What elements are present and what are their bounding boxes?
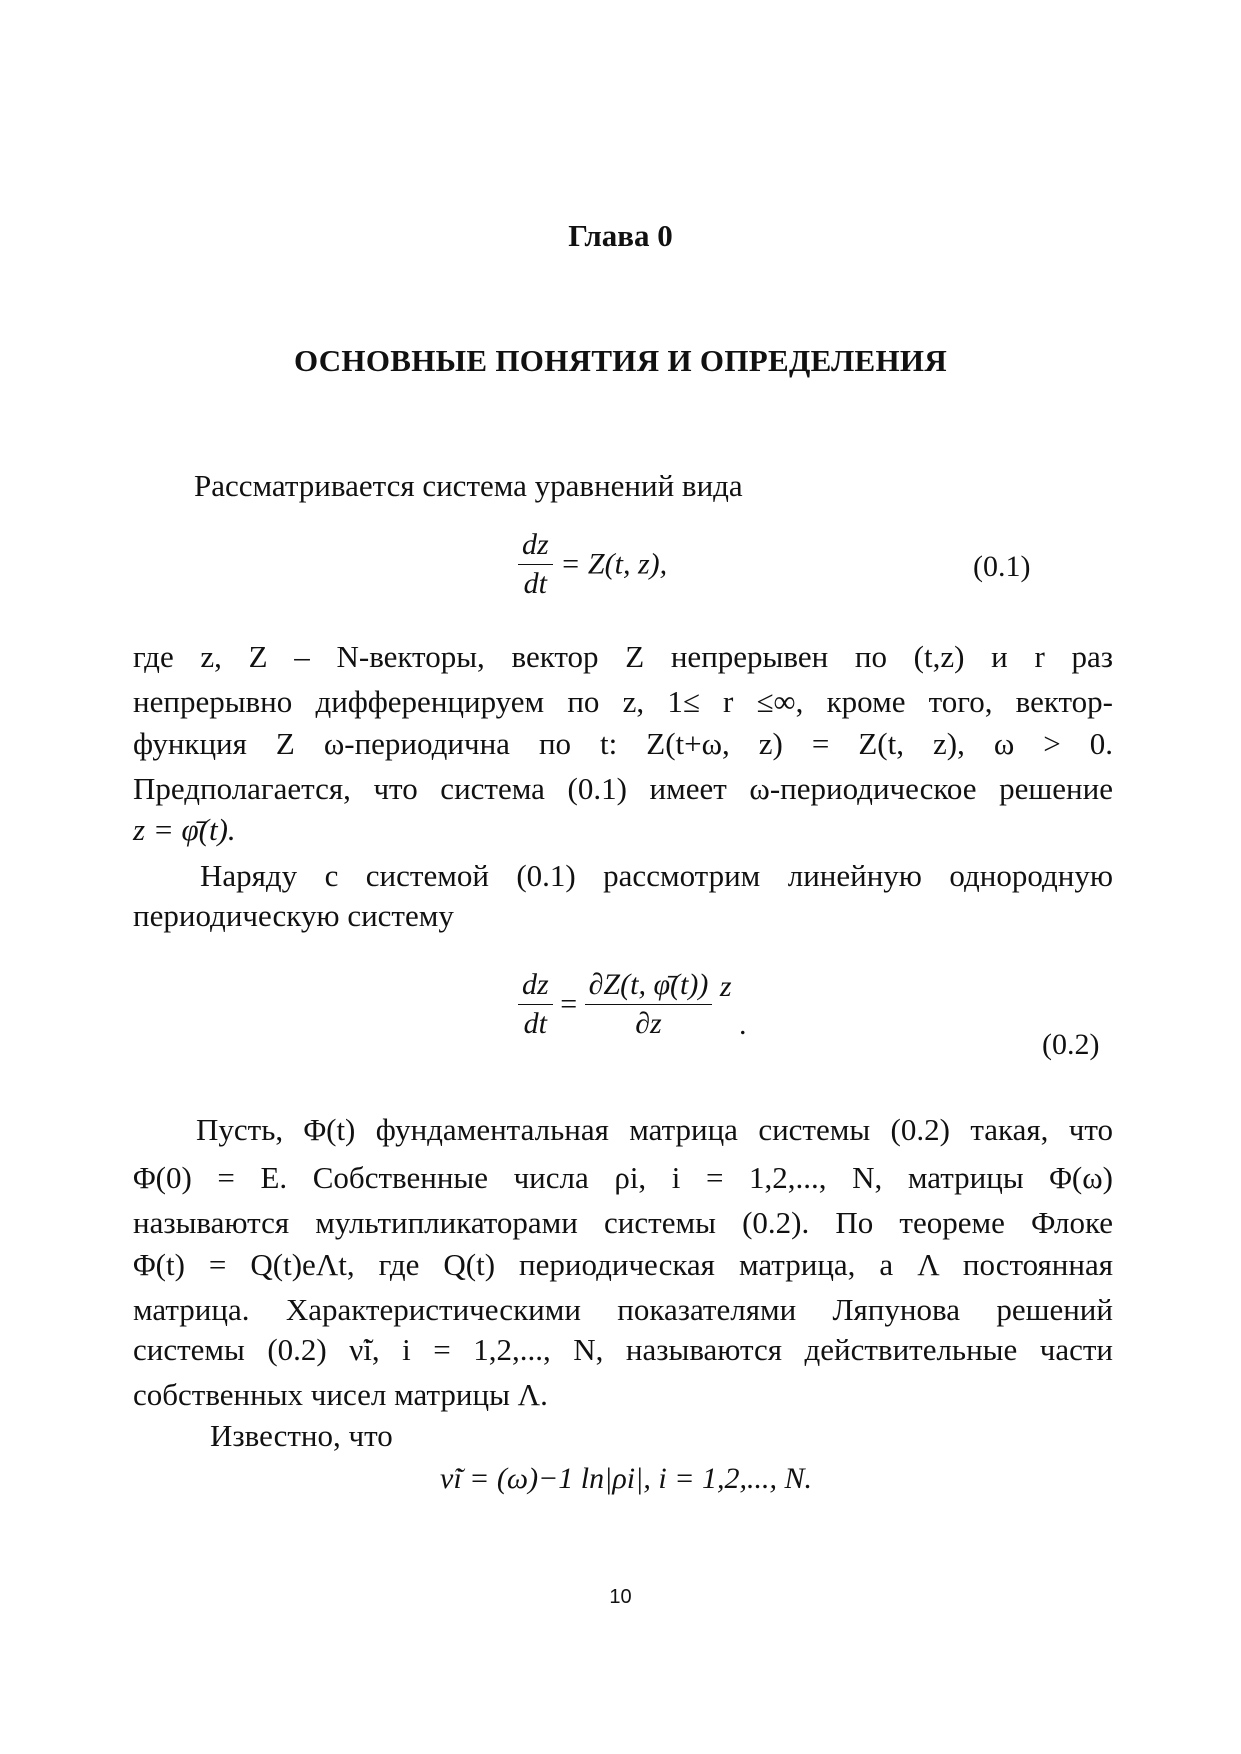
eq1-denominator: dt: [523, 567, 548, 600]
eq2-partial-denominator: ∂z: [635, 1007, 662, 1040]
paragraph-3-line-2: Φ(0) = E. Собственные числа ρi, i = 1,2,..., N, матрицы Φ(ω): [133, 1160, 1113, 1195]
eq2-equals: =: [560, 987, 578, 1021]
paragraph-1-line-1: где z, Z – N-векторы, вектор Z непрерывен по (t,z) и r раз: [133, 639, 1113, 674]
chapter-title: ОСНОВНЫЕ ПОНЯТИЯ И ОПРЕДЕЛЕНИЯ: [293, 343, 948, 378]
equation-lyapunov-exponents: ν̃i = (ω)−1 ln|ρi|, i = 1,2,..., N.: [440, 1462, 812, 1495]
eq1-numerator: dz: [518, 528, 553, 565]
chapter-label: Глава 0: [568, 218, 673, 253]
paragraph-3-line-7: собственных чисел матрицы Λ.: [133, 1377, 548, 1412]
page-number: 10: [609, 1586, 632, 1608]
eq2-partial-fraction: [585, 968, 713, 1041]
equation-number-0-2: (0.2): [1042, 1028, 1100, 1061]
equation-0-2: [518, 968, 747, 1041]
equation-0-1: [518, 528, 667, 601]
paragraph-3-line-6: системы (0.2) ν̃i, i = 1,2,..., N, называются действительные части: [133, 1332, 1113, 1367]
eq2-derivative: [518, 968, 553, 1041]
intro-paragraph: Рассматривается система уравнений вида: [194, 468, 743, 503]
paragraph-3-line-1: Пусть, Φ(t) фундаментальная матрица системы (0.2) такая, что: [196, 1112, 1113, 1147]
paragraph-1-line-2: непрерывно дифференцируем по z, 1≤ r ≤∞, кроме того, вектор-: [133, 684, 1113, 719]
paragraph-2-line-2: периодическую систему: [133, 898, 454, 933]
eq1-derivative: [518, 528, 553, 601]
eq2-partial-numerator: ∂Z(t, φ̄(t)): [585, 968, 713, 1005]
paragraph-3-line-3: называются мультипликаторами системы (0.2). По теореме Флоке: [133, 1205, 1113, 1240]
eq2-dot: .: [739, 1007, 747, 1041]
paragraph-1-line-4: Предполагается, что система (0.1) имеет ω-периодическое решение: [133, 771, 1113, 806]
paragraph-1-line-3: функция Z ω-периодична по t: Z(t+ω, z) = Z(t, z), ω > 0.: [133, 726, 1113, 761]
eq2-denominator: dt: [523, 1007, 548, 1040]
eq2-z: z: [719, 969, 732, 1003]
eq1-rhs: = Z(t, z),: [560, 547, 668, 581]
equation-number-0-1: (0.1): [973, 550, 1031, 583]
paragraph-3-line-4: Φ(t) = Q(t)eΛt, где Q(t) периодическая матрица, а Λ постоянная: [133, 1247, 1113, 1282]
paragraph-1-line-5: z = φ̄(t).: [133, 812, 236, 847]
paragraph-4-line-1: Известно, что: [210, 1418, 393, 1453]
eq2-numerator: dz: [518, 968, 553, 1005]
paragraph-2-line-1: Наряду с системой (0.1) рассмотрим линейную однородную: [200, 858, 1113, 893]
paragraph-3-line-5: матрица. Характеристическими показателями Ляпунова решений: [133, 1292, 1113, 1327]
